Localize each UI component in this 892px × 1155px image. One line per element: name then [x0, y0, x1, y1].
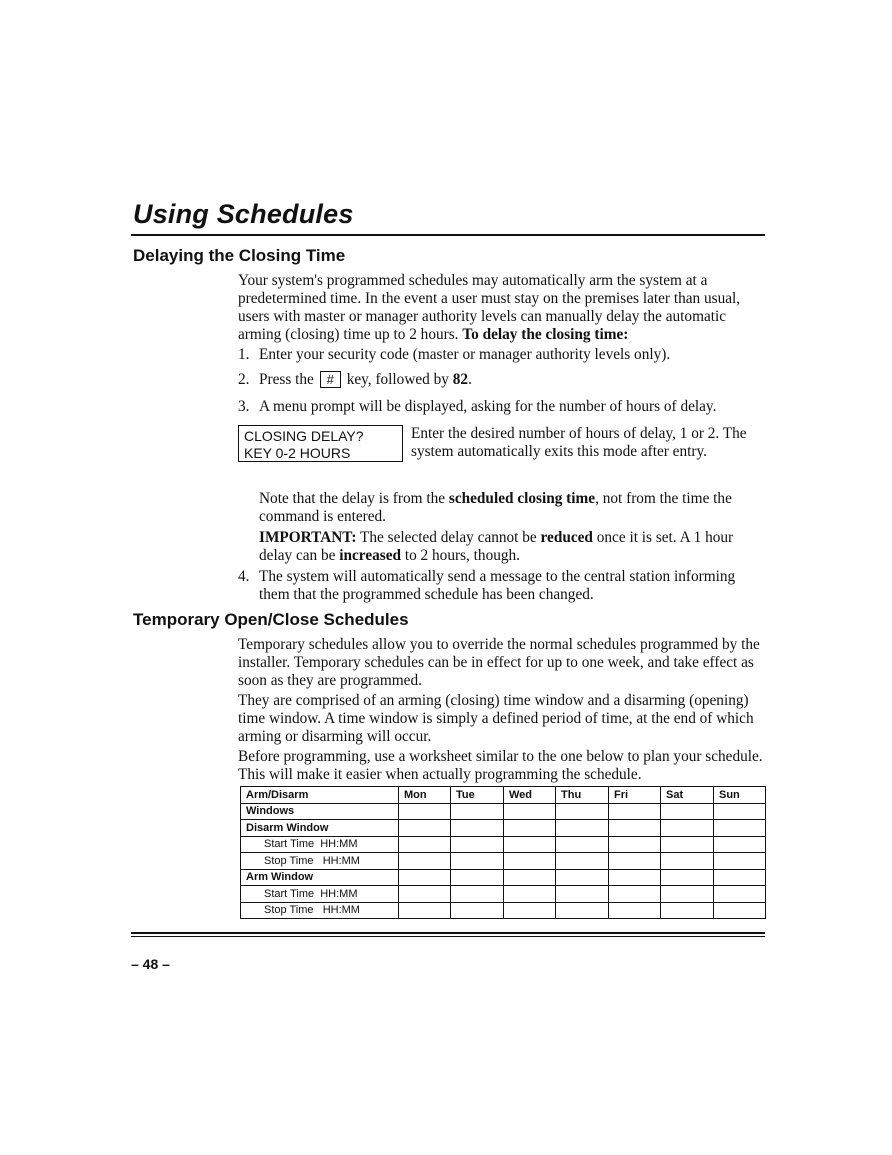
cell	[399, 869, 451, 886]
temporary-paragraph-2: They are comprised of an arming (closing) time window and a disarming (opening) time window. A time window is simply a defined period of time, at the end of which arming or disarming will occur.	[238, 692, 754, 745]
cell	[714, 902, 766, 919]
row-label: Start Time HH:MM	[241, 836, 399, 853]
table-row	[241, 836, 766, 853]
cell	[556, 886, 609, 903]
cell	[556, 853, 609, 870]
important-label: IMPORTANT:	[259, 529, 357, 546]
step2-code: 82	[452, 371, 469, 388]
cell	[661, 853, 714, 870]
step-number: 3.	[238, 398, 250, 415]
cell	[609, 886, 661, 903]
worksheet-header-row	[241, 787, 766, 804]
cell	[714, 836, 766, 853]
important-text-3: to 2 hours, though.	[401, 547, 520, 564]
important-bold-1: reduced	[540, 529, 593, 546]
row-label: Disarm Window	[241, 820, 399, 837]
table-row	[241, 853, 766, 870]
cell	[609, 902, 661, 919]
cell	[661, 803, 714, 820]
cell	[504, 820, 556, 837]
cell	[504, 836, 556, 853]
important-note	[259, 529, 759, 565]
step-text: Enter your security code (master or manager authority levels only).	[259, 346, 671, 363]
step-number: 4.	[238, 568, 250, 585]
cell	[609, 869, 661, 886]
cell	[714, 820, 766, 837]
section-heading-delay: Delaying the Closing Time	[133, 246, 346, 265]
important-text-1: The selected delay cannot be	[356, 529, 541, 546]
schedule-worksheet	[240, 786, 766, 919]
step-text: A menu prompt will be displayed, asking for the number of hours of delay.	[259, 398, 717, 415]
row-label: Start Time HH:MM	[241, 886, 399, 903]
cell	[661, 869, 714, 886]
step2-end: .	[468, 371, 472, 388]
cell	[399, 803, 451, 820]
cell	[451, 803, 504, 820]
cell	[451, 836, 504, 853]
row-label: Windows	[241, 803, 399, 820]
column-header: Thu	[556, 787, 609, 804]
page-title: Using Schedules	[133, 199, 354, 229]
display-line-2: KEY 0-2 HOURS	[244, 445, 351, 461]
column-header: Fri	[609, 787, 661, 804]
cell	[451, 869, 504, 886]
cell	[661, 820, 714, 837]
cell	[399, 820, 451, 837]
display-line-1: CLOSING DELAY?	[244, 428, 364, 444]
column-header: Arm/Disarm	[241, 787, 399, 804]
note-pre: Note that the delay is from the	[259, 490, 449, 507]
cell	[556, 902, 609, 919]
temporary-paragraph-3: Before programming, use a worksheet similar to the one below to plan your schedule. This will make it easier when actually programming the schedule.	[238, 748, 763, 783]
cell	[661, 886, 714, 903]
delay-note	[259, 490, 759, 526]
cell	[451, 886, 504, 903]
step-number: 2.	[238, 371, 250, 388]
cell	[451, 853, 504, 870]
intro-text: Your system's programmed schedules may automatically arm the system at a predetermined time. In the event a user must stay on the premises later than usual, users with master or manager authority levels can manually delay the automatic arming (closing) time up to 2 hours.	[238, 272, 741, 343]
hash-key-icon: #	[320, 371, 341, 388]
row-label: Stop Time HH:MM	[241, 902, 399, 919]
keypad-display	[238, 425, 403, 462]
column-header: Sun	[714, 787, 766, 804]
cell	[609, 853, 661, 870]
cell	[504, 902, 556, 919]
cell	[556, 820, 609, 837]
cell	[504, 869, 556, 886]
table-row	[241, 803, 766, 820]
cell	[661, 836, 714, 853]
row-label: Arm Window	[241, 869, 399, 886]
footer-rule-thin	[131, 936, 765, 937]
cell	[556, 803, 609, 820]
table-row	[241, 886, 766, 903]
cell	[609, 803, 661, 820]
cell	[451, 820, 504, 837]
table-row	[241, 902, 766, 919]
note-bold: scheduled closing time	[448, 490, 596, 507]
cell	[556, 869, 609, 886]
intro-paragraph	[238, 272, 768, 344]
cell	[504, 853, 556, 870]
cell	[714, 886, 766, 903]
step-number: 1.	[238, 346, 250, 363]
cell	[399, 836, 451, 853]
cell	[609, 820, 661, 837]
step2-pre: Press the	[259, 371, 314, 388]
cell	[399, 902, 451, 919]
cell	[609, 836, 661, 853]
cell	[504, 886, 556, 903]
cell	[714, 853, 766, 870]
row-label: Stop Time HH:MM	[241, 853, 399, 870]
cell	[399, 853, 451, 870]
column-header: Mon	[399, 787, 451, 804]
cell	[504, 803, 556, 820]
step-text: The system will automatically send a message to the central station informing them that the programmed schedule has been changed.	[259, 568, 736, 603]
temporary-paragraph-1: Temporary schedules allow you to override the normal schedules programmed by the installer. Temporary schedules can be in effect for up to one week, and take effect as soon as they are programmed.	[238, 636, 760, 689]
note-post: , not from the time the command is entered.	[259, 490, 732, 525]
important-text-2: once it is set. A 1 hour delay can be	[259, 529, 734, 564]
cell	[714, 869, 766, 886]
title-rule	[131, 234, 765, 236]
cell	[714, 803, 766, 820]
cell	[399, 886, 451, 903]
cell	[556, 836, 609, 853]
page-number: – 48 –	[131, 956, 170, 972]
column-header: Sat	[661, 787, 714, 804]
step-text	[259, 371, 769, 389]
display-note: Enter the desired number of hours of delay, 1 or 2. The system automatically exits this mode after entry.	[411, 425, 747, 460]
intro-bold: To delay the closing time:	[462, 326, 629, 343]
section-heading-temporary: Temporary Open/Close Schedules	[133, 610, 409, 629]
table-row	[241, 820, 766, 837]
step2-mid: key, followed by	[346, 371, 449, 388]
cell	[451, 902, 504, 919]
footer-rule	[131, 932, 765, 934]
column-header: Wed	[504, 787, 556, 804]
table-row	[241, 869, 766, 886]
important-bold-2: increased	[339, 547, 402, 564]
cell	[661, 902, 714, 919]
column-header: Tue	[451, 787, 504, 804]
